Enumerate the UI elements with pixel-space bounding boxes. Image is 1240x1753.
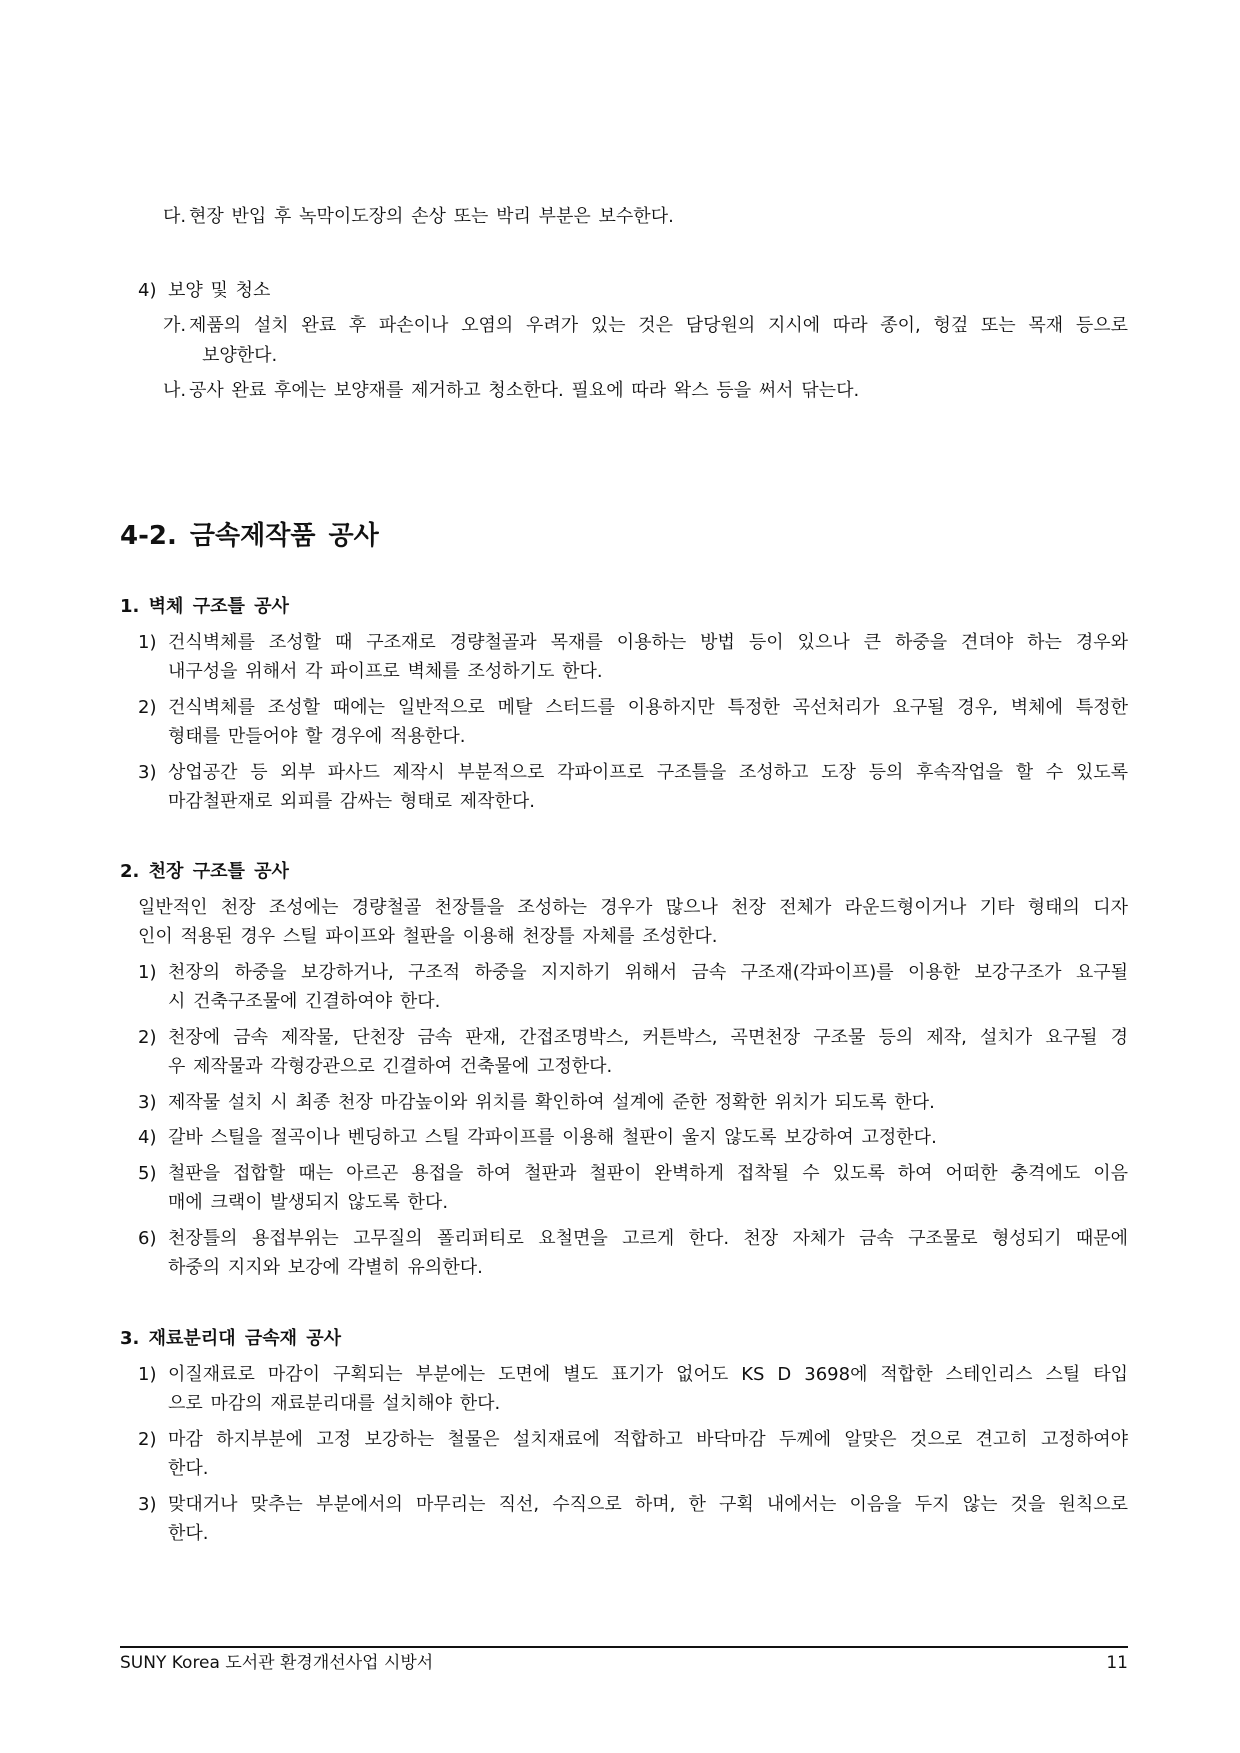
section-title (120, 1324, 1128, 1354)
list-item (138, 1425, 1128, 1484)
item-line: 보양한다. (202, 344, 278, 366)
item-marker: 가. (163, 315, 187, 336)
item-body (168, 1224, 1128, 1283)
list-item (138, 758, 1128, 817)
item-body (168, 958, 1128, 1017)
section-title (120, 592, 1128, 622)
page-number: 11 (1106, 1653, 1128, 1673)
item-body (189, 311, 1128, 370)
list-item (138, 1224, 1128, 1283)
section-wall-frame (120, 592, 1128, 817)
list-item (138, 628, 1128, 687)
section-title-text: 벽체 구조틀 공사 (148, 596, 289, 617)
item-line: 맞대거나 맞추는 부분에서의 마무리는 직선, 수직으로 하며, 한 구획 내에서는 이음을 두지 않는 것을 원칙으로 (168, 1493, 1128, 1515)
item-line: 갈바 스틸을 절곡이나 벤딩하고 스틸 각파이프를 이용해 철판이 울지 않도록 보강하여 고정한다. (168, 1127, 937, 1148)
upper-continuation (120, 202, 1128, 232)
item-line: 이질재료로 마감이 구획되는 부분에는 도면에 별도 표기가 없어도 KS D 3698에 적합한 스테인리스 스틸 타입 (168, 1363, 1128, 1385)
list-item (138, 1159, 1128, 1218)
item-line: 철판을 접합할 때는 아르곤 용접을 하여 철판과 철판이 완벽하게 접착될 수 있도록 하여 어떠한 충격에도 이음 (168, 1162, 1128, 1184)
subsection-title (138, 276, 1128, 306)
item-line: 우 제작물과 각형강관으로 긴결하여 건축물에 고정한다. (168, 1056, 613, 1077)
list-item (138, 1123, 1128, 1153)
item-line: 내구성을 위해서 각 파이프로 벽체를 조성하기도 한다. (168, 661, 603, 682)
item-body (168, 1159, 1128, 1218)
item-marker: 5) (138, 1162, 157, 1184)
section-number: 3. (120, 1328, 140, 1349)
item-marker: 3) (138, 1091, 157, 1113)
list-item (163, 376, 1128, 406)
item-line: 마감 하지부분에 고정 보강하는 철물은 설치재료에 적합하고 바닥마감 두께에 알맞은 것으로 견고히 고정하여야 (168, 1428, 1128, 1450)
item-marker: 1) (138, 961, 157, 983)
item-marker: 3) (138, 761, 157, 783)
item-line: 한다. (168, 1458, 209, 1479)
footer-document-title: SUNY Korea 도서관 환경개선사업 시방서 (120, 1653, 434, 1673)
subsection-title-text: 보양 및 청소 (168, 279, 271, 301)
page-footer (120, 1652, 1128, 1674)
list-item (163, 202, 1128, 232)
section-material-divider (120, 1324, 1128, 1549)
chapter-heading: 4-2. 금속제작품 공사 (120, 521, 379, 551)
list-item (138, 1490, 1128, 1549)
item-line: 제품의 설치 완료 후 파손이나 오염의 우려가 있는 것은 담당원의 지시에 따라 종이, 헝겊 또는 목재 등으로 (189, 315, 1128, 336)
item-marker: 4) (138, 1127, 157, 1148)
item-body (189, 376, 1128, 406)
item-body (168, 1088, 1128, 1118)
item-line: 천장에 금속 제작물, 단천장 금속 판재, 간접조명박스, 커튼박스, 곡면천장 구조물 등의 제작, 설치가 요구될 경 (168, 1026, 1128, 1048)
item-marker: 2) (138, 696, 157, 718)
item-marker: 1) (138, 631, 157, 653)
item-marker: 3) (138, 1493, 157, 1515)
item-line: 매에 크랙이 발생되지 않도록 한다. (168, 1192, 449, 1213)
section-intro-paragraph (138, 893, 1128, 952)
item-line: 제작물 설치 시 최종 천장 마감높이와 위치를 확인하여 설계에 준한 정확한 위치가 되도록 한다. (168, 1091, 935, 1113)
item-line: 형태를 만들어야 할 경우에 적용한다. (168, 726, 466, 747)
item-body (168, 1023, 1128, 1082)
list-item (138, 958, 1128, 1017)
footer-rule (120, 1646, 1128, 1648)
item-marker: 나. (163, 380, 187, 401)
item-line: 마감철판재로 외피를 감싸는 형태로 제작한다. (168, 791, 535, 812)
subsection-marker: 4) (138, 279, 157, 301)
item-body (168, 628, 1128, 687)
item-line: 천장틀의 용접부위는 고무질의 폴리퍼티로 요철면을 고르게 한다. 천장 자체가 금속 구조물로 형성되기 때문에 (168, 1227, 1128, 1249)
item-body (168, 693, 1128, 752)
paragraph-line: 인이 적용된 경우 스틸 파이프와 철판을 이용해 천장틀 자체를 조성한다. (138, 926, 718, 947)
item-line: 한다. (168, 1523, 209, 1544)
item-line: 상업공간 등 외부 파사드 제작시 부분적으로 각파이프로 구조틀을 조성하고 도장 등의 후속작업을 할 수 있도록 (168, 761, 1128, 783)
list-item (138, 693, 1128, 752)
list-item (163, 311, 1128, 370)
section-number: 2. (120, 861, 140, 882)
list-item (138, 1023, 1128, 1082)
section-title-text: 천장 구조틀 공사 (148, 861, 289, 882)
item-body (189, 202, 1128, 232)
section-ceiling-frame (120, 857, 1128, 1283)
item-line: 건식벽체를 조성할 때에는 일반적으로 메탈 스터드를 이용하지만 특정한 곡선처리가 요구될 경우, 벽체에 특정한 (168, 696, 1128, 718)
item-marker: 1) (138, 1363, 157, 1385)
item-body (168, 1425, 1128, 1484)
section-number: 1. (120, 596, 140, 617)
protection-subsection (120, 276, 1128, 406)
item-marker: 2) (138, 1026, 157, 1048)
item-marker: 다. (163, 206, 187, 227)
item-body (168, 1123, 1128, 1153)
item-marker: 6) (138, 1227, 157, 1249)
paragraph-line: 일반적인 천장 조성에는 경량철골 천장틀을 조성하는 경우가 많으나 천장 전체가 라운드형이거나 기타 형태의 디자 (138, 896, 1128, 918)
item-marker: 2) (138, 1428, 157, 1450)
list-item (138, 1360, 1128, 1419)
item-line: 하중의 지지와 보강에 각별히 유의한다. (168, 1257, 483, 1278)
item-line: 으로 마감의 재료분리대를 설치해야 한다. (168, 1393, 501, 1414)
item-line: 공사 완료 후에는 보양재를 제거하고 청소한다. 필요에 따라 왁스 등을 써서 닦는다. (189, 380, 860, 401)
item-line: 현장 반입 후 녹막이도장의 손상 또는 박리 부분은 보수한다. (189, 206, 674, 227)
section-title-text: 재료분리대 금속재 공사 (148, 1328, 342, 1349)
item-line: 건식벽체를 조성할 때 구조재로 경량철골과 목재를 이용하는 방법 등이 있으나 큰 하중을 견뎌야 하는 경우와 (168, 631, 1128, 653)
item-body (168, 1360, 1128, 1419)
list-item (138, 1088, 1128, 1118)
item-body (168, 758, 1128, 817)
section-title (120, 857, 1128, 887)
item-line: 시 건축구조물에 긴결하여야 한다. (168, 991, 441, 1012)
item-line: 천장의 하중을 보강하거나, 구조적 하중을 지지하기 위해서 금속 구조재(각파이프)를 이용한 보강구조가 요구될 (168, 961, 1128, 983)
item-body (168, 1490, 1128, 1549)
